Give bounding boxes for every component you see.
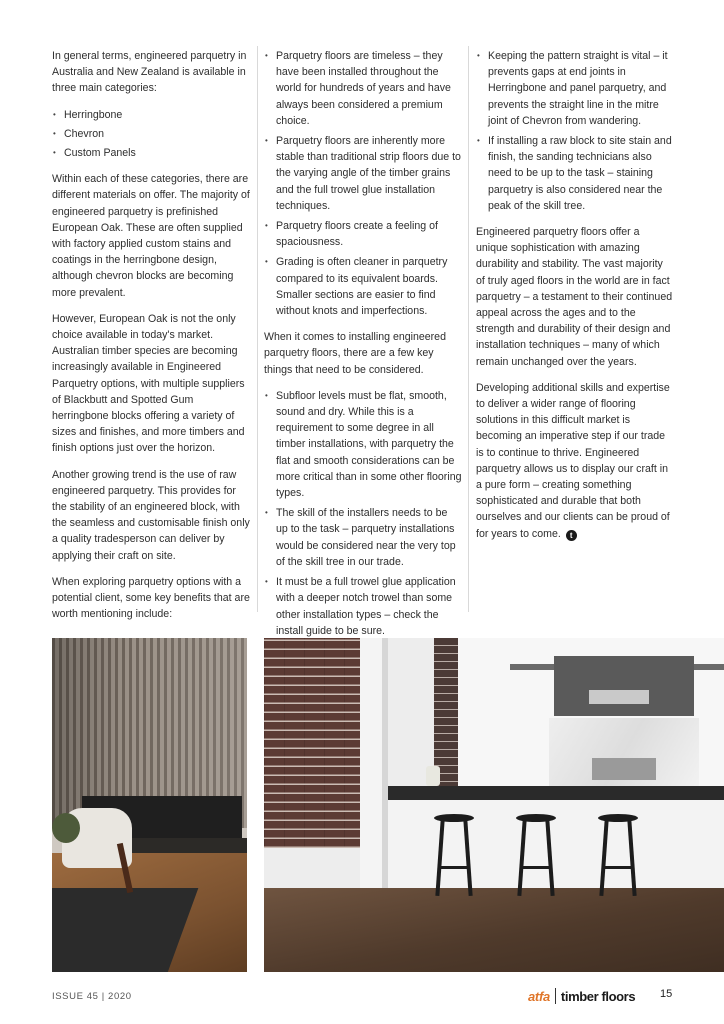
- list-item: • Chevron: [52, 126, 250, 142]
- stool-leg: [435, 820, 444, 896]
- intro-paragraph: In general terms, engineered parquetry in Australia and New Zealand is available in three main categories:: [52, 50, 247, 95]
- brick-wall: [264, 638, 360, 848]
- closing-paragraph: [476, 380, 674, 542]
- body-paragraph: Within each of these categories, there are different materials on offer. The majority of engineered parquetry is prefinished European Oak. These are often supplied with factory applied custom stains and coatings in the herringbone design, although chevron blocks are becoming more prevalent.: [52, 173, 250, 299]
- bar-stool: [596, 814, 640, 896]
- list-item: • Parquetry floors are inherently more stable than traditional strip floors due to the varying angle of the timber grains and the full trowel glue installation techniques.: [264, 133, 462, 214]
- stool-leg: [545, 820, 554, 896]
- install-points-list: [264, 388, 462, 639]
- category-list: [52, 107, 250, 162]
- stool-footrest: [604, 866, 632, 869]
- article-column-3: [476, 48, 674, 552]
- stool-footrest: [440, 866, 468, 869]
- issue-label: ISSUE 45 | 2020: [52, 991, 132, 1002]
- publication-logo: [528, 986, 635, 1006]
- herringbone-floor: [264, 888, 724, 972]
- body-paragraph: However, European Oak is not the only choice available in today's market. Australian timber species are becoming increasingly available in Engineered Parquetry options, with multiple suppliers of Blackbutt and Spotted Gum herringbone blocks offering a variety of sizes and finishes, and more timbers and finish options just over the horizon.: [52, 312, 245, 455]
- timber-floors-wordmark: timber floors: [560, 988, 636, 1004]
- list-item: • If installing a raw block to site stain and finish, the sanding technicians also need to be up to the task – staining parquetry is also considered near the peak of the skill tree.: [476, 133, 674, 214]
- body-paragraph: When exploring parquetry options with a potential client, some key benefits that are worth mentioning include:: [52, 575, 250, 621]
- stool-leg: [599, 820, 608, 896]
- stool-leg: [627, 820, 636, 896]
- list-item: • Herringbone: [52, 107, 250, 123]
- list-item: • Subfloor levels must be flat, smooth, sound and dry. While this is a requirement to some degree in all timber installations, with parquetry the flat and smooth considerations can be more critical than in some other flooring types.: [264, 388, 462, 501]
- page-number: 15: [660, 988, 673, 1000]
- range-hood: [589, 690, 649, 704]
- list-item: • Custom Panels: [52, 145, 250, 161]
- list-item: • The skill of the installers needs to be up to the task – parquetry installations would be considered near the very top of the skill tree in our trade.: [264, 505, 462, 570]
- body-paragraph: When it comes to installing engineered parquetry floors, there are a few key things that need to be considered.: [264, 331, 446, 376]
- list-item: • Keeping the pattern straight is vital – it prevents gaps at end joints in Herringbone and panel parquetry, and prevents the straight line in the mitre joint of Chevron from wandering.: [476, 48, 674, 129]
- article-column-2: [264, 48, 462, 649]
- closing-text: Developing additional skills and expertise to deliver a wider range of flooring solutions in this difficult market is becoming an imperative step if our trade is to continue to thrive. Engineered parquetry allows us to display our craft in a pure form – creating something sophisticated and durable that both ourselves and our clients can be proud of for years to come.: [476, 381, 670, 540]
- article-end-icon: t: [566, 530, 577, 541]
- list-item: • Grading is often cleaner in parquetry compared to its equivalent boards. Smaller sections are easier to find without knots and imperfections.: [264, 254, 462, 319]
- list-item: • Parquetry floors create a feeling of spaciousness.: [264, 218, 462, 250]
- atfa-logo: atfa: [528, 988, 550, 1004]
- column-divider: [468, 46, 469, 612]
- plant: [52, 813, 80, 843]
- list-item: • Parquetry floors are timeless – they have been installed throughout the world for hundreds of years and have always been considered a premium choice.: [264, 48, 462, 129]
- article-column-1: [52, 48, 250, 633]
- logo-divider: [555, 988, 556, 1004]
- stool-leg: [463, 820, 472, 896]
- bar-stool: [514, 814, 558, 896]
- stool-footrest: [522, 866, 550, 869]
- living-room-photo: [52, 638, 247, 972]
- install-points-list-continued: [476, 48, 674, 214]
- white-column: [360, 638, 382, 908]
- stool-leg: [517, 820, 526, 896]
- kitchen-photo: [264, 638, 724, 972]
- body-paragraph: Engineered parquetry floors offer a unique sophistication with amazing durability and stability. The vast majority of truly aged floors in the world are in fact parquetry – a testament to their continued appeal across the ages and to the strength and durability of their design and installation techniques – many of which remain unchanged over the years.: [476, 226, 673, 368]
- benchtop: [388, 786, 724, 800]
- cooktop: [592, 758, 656, 780]
- bar-stool: [432, 814, 476, 896]
- vase: [426, 766, 440, 786]
- upper-cabinets: [554, 656, 694, 716]
- body-paragraph: Another growing trend is the use of raw engineered parquetry. This provides for the stability of an engineered block, with the seamless and customisable finish only a quality tradesperson can deliver by applying their craft on site.: [52, 468, 250, 562]
- column-divider: [257, 46, 258, 612]
- list-item: • It must be a full trowel glue application with a deeper notch trowel than some other installation types – check the install guide to be sure.: [264, 574, 462, 639]
- benefits-list: [264, 48, 462, 319]
